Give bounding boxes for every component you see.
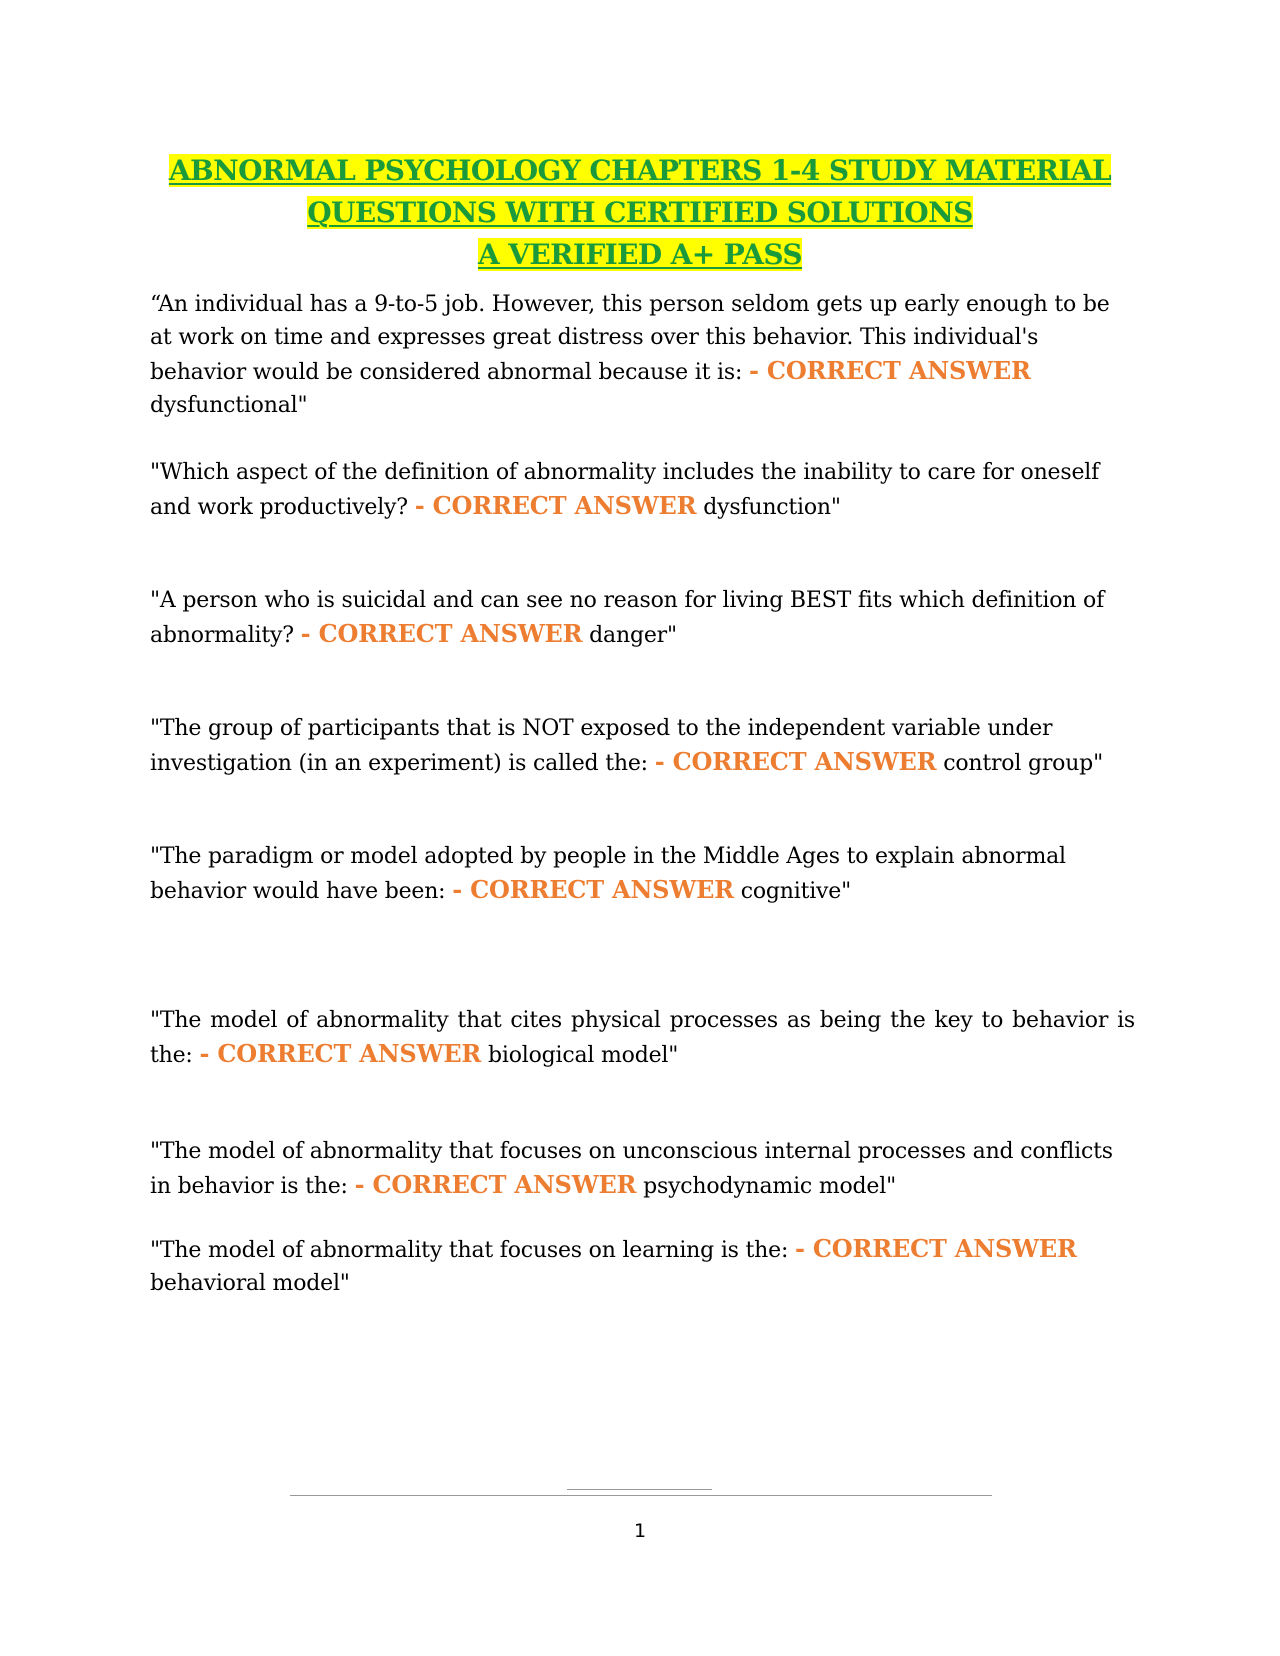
document-title <box>150 150 1130 276</box>
question-text: "Which aspect of the definition of abnormality includes the inability to care for oneself and work productively? <box>150 460 1100 520</box>
answer-text: cognitive" <box>740 879 852 904</box>
question-text: "The model of abnormality that cites physical processes as being the key to behavior is the: <box>150 1008 1135 1068</box>
answer-text: dysfunction" <box>703 495 841 520</box>
qa-item-2 <box>150 456 1135 524</box>
correct-answer-label: - CORRECT ANSWER <box>794 1234 1077 1263</box>
correct-answer-label: - CORRECT ANSWER <box>199 1039 482 1068</box>
question-text: "The group of participants that is NOT exposed to the independent variable under investigation (in an experiment) is called the: <box>150 716 1053 776</box>
qa-item-1 <box>150 288 1135 422</box>
correct-answer-label: - CORRECT ANSWER <box>354 1170 637 1199</box>
title-line-1: ABNORMAL PSYCHOLOGY CHAPTERS 1-4 STUDY MATERIAL <box>168 154 1112 187</box>
answer-text: biological model" <box>487 1043 679 1068</box>
answer-text: behavioral model" <box>150 1271 350 1296</box>
page-number: 1 <box>633 1520 647 1542</box>
footer-divider <box>290 1495 992 1496</box>
question-text: "The model of abnormality that focuses on unconscious internal processes and conflicts in behavior is the: <box>150 1139 1113 1199</box>
qa-item-4 <box>150 712 1135 780</box>
answer-text: danger" <box>589 623 677 648</box>
qa-item-3 <box>150 584 1135 652</box>
correct-answer-label: - CORRECT ANSWER <box>452 875 734 904</box>
correct-answer-label: - CORRECT ANSWER <box>654 747 937 776</box>
correct-answer-label: - CORRECT ANSWER <box>414 491 697 520</box>
correct-answer-label: - CORRECT ANSWER <box>749 356 1031 385</box>
qa-item-7 <box>150 1135 1135 1203</box>
title-line-3: A VERIFIED A+ PASS <box>478 238 802 271</box>
correct-answer-label: - CORRECT ANSWER <box>300 619 583 648</box>
title-line-2: QUESTIONS WITH CERTIFIED SOLUTIONS <box>307 196 973 229</box>
answer-text: dysfunctional" <box>150 393 308 418</box>
qa-item-8 <box>150 1232 1135 1300</box>
qa-item-6 <box>150 1004 1135 1072</box>
question-text: "The paradigm or model adopted by people in the Middle Ages to explain abnormal behavior would have been: <box>150 844 1066 904</box>
qa-item-5 <box>150 840 1135 908</box>
question-text: "A person who is suicidal and can see no reason for living BEST fits which definition of abnormality? <box>150 588 1105 648</box>
question-text: “An individual has a 9-to-5 job. However, this person seldom gets up early enough to be at work on time and expresses great distress over this behavior. This individual's behavior would be considered abnormal because it is: <box>150 292 1110 385</box>
question-text: "The model of abnormality that focuses on learning is the: <box>150 1238 789 1263</box>
footer-divider-short <box>567 1489 712 1490</box>
answer-text: control group" <box>943 751 1103 776</box>
answer-text: psychodynamic model" <box>643 1174 897 1199</box>
